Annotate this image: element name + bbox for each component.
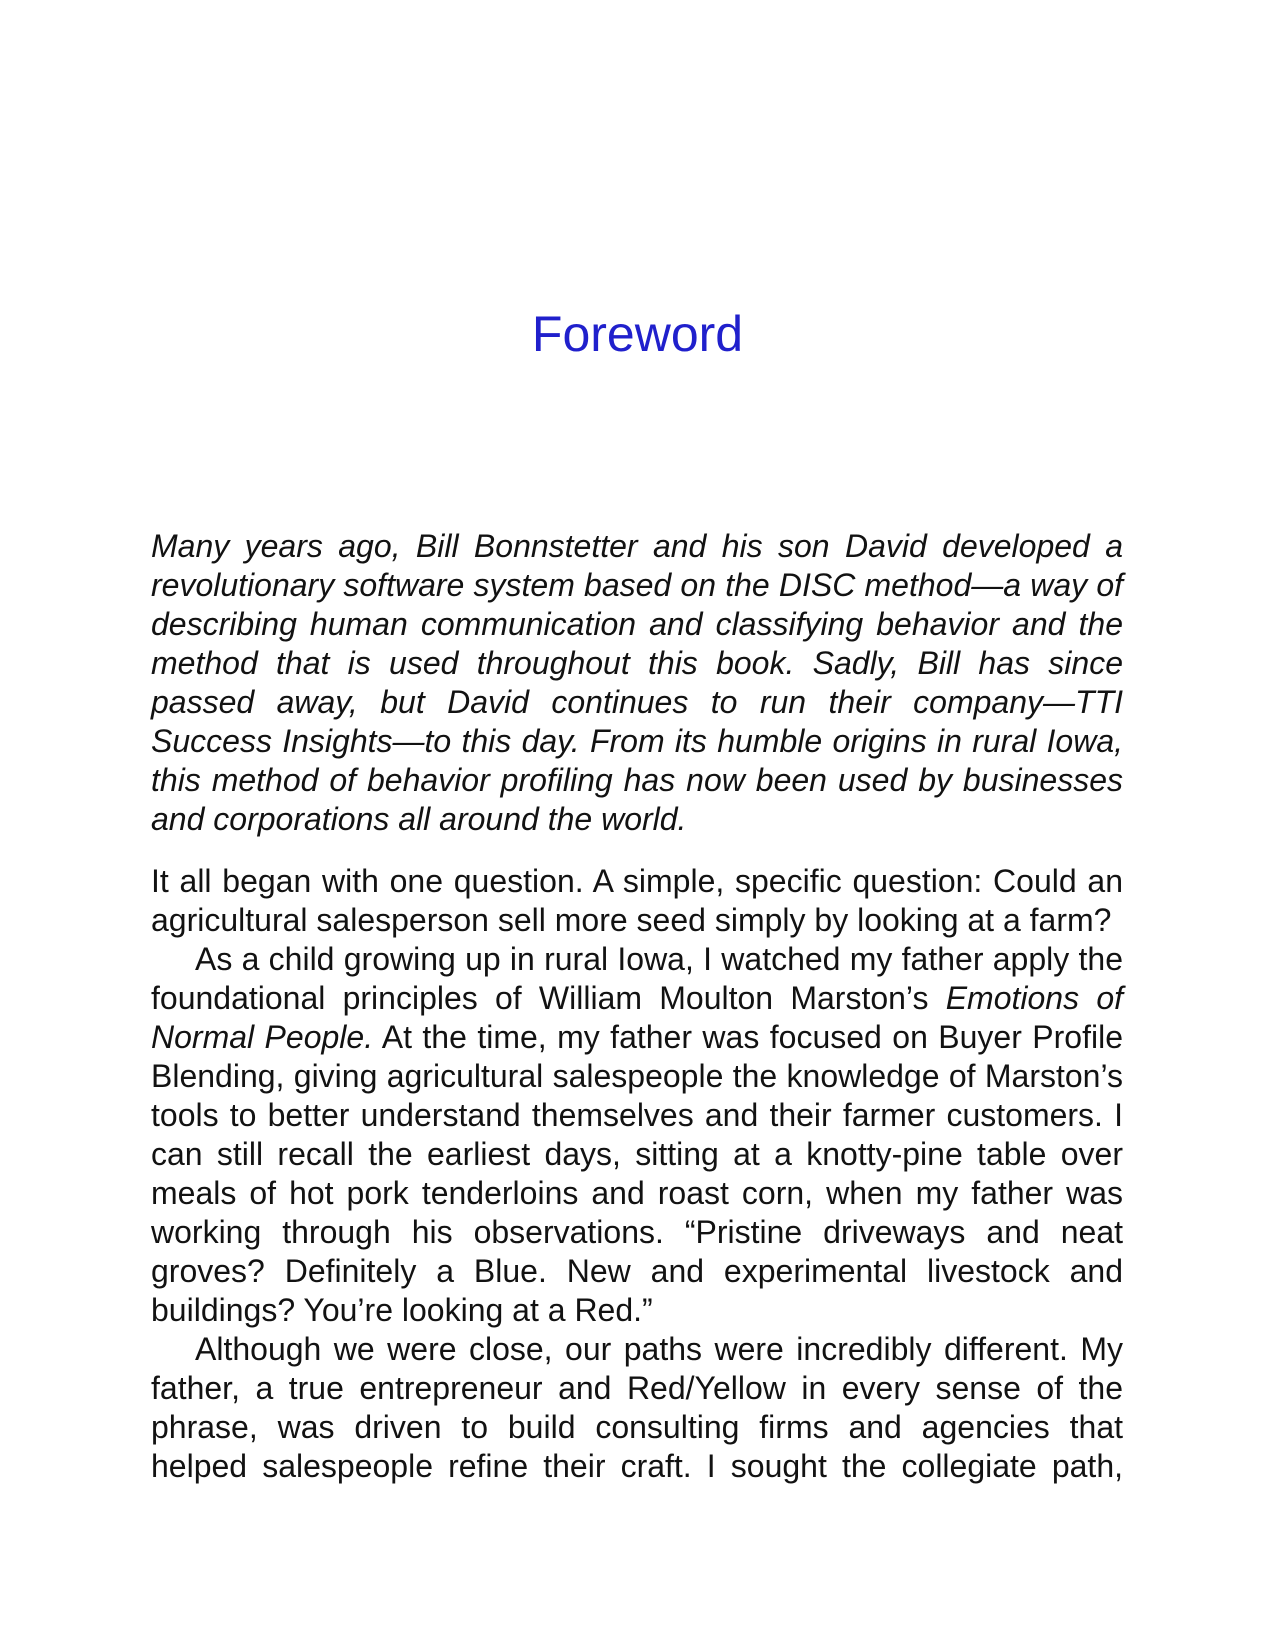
page-title: Foreword <box>531 306 744 362</box>
text-line: revolutionary software system based on the DISC method—a way of <box>151 567 1123 603</box>
text-segment: foundational principles of William Moulton Marston’s <box>151 980 946 1016</box>
text-line: passed away, but David continues to run their company—TTI <box>151 684 1123 720</box>
text-line: working through his observations. “Pristine driveways and neat <box>151 1214 1123 1250</box>
text-line: Success Insights—to this day. From its humble origins in rural Iowa, <box>151 723 1123 759</box>
text-line: father, a true entrepreneur and Red/Yellow in every sense of the <box>151 1370 1123 1406</box>
text-line <box>151 979 1123 1018</box>
text-line: and corporations all around the world. <box>151 801 687 837</box>
text-line: tools to better understand themselves and their farmer customers. I <box>151 1097 1123 1133</box>
text-line <box>151 1018 1123 1057</box>
text-line: can still recall the earliest days, sitting at a knotty-pine table over <box>151 1136 1123 1172</box>
text-line: agricultural salesperson sell more seed simply by looking at a farm? <box>151 902 1112 938</box>
text-segment: At the time, my father was focused on Buyer Profile <box>373 1019 1124 1055</box>
text-line: meals of hot pork tenderloins and roast corn, when my father was <box>151 1175 1123 1211</box>
text-line: It all began with one question. A simple, specific question: Could an <box>151 863 1123 899</box>
text-line: As a child growing up in rural Iowa, I watched my father apply the <box>195 941 1123 977</box>
text-line: phrase, was driven to build consulting firms and agencies that <box>151 1409 1123 1445</box>
text-line: Many years ago, Bill Bonnstetter and his son David developed a <box>151 528 1123 564</box>
text-segment-italic: Emotions of <box>945 980 1124 1016</box>
text-line: groves? Definitely a Blue. New and experimental livestock and <box>151 1253 1123 1289</box>
text-line: Although we were close, our paths were incredibly different. My <box>195 1331 1123 1367</box>
text-line: Blending, giving agricultural salespeople the knowledge of Marston’s <box>151 1058 1123 1094</box>
text-line: method that is used throughout this book. Sadly, Bill has since <box>151 645 1123 681</box>
text-line: describing human communication and classifying behavior and the <box>151 606 1123 642</box>
text-line: helped salespeople refine their craft. I sought the collegiate path, <box>151 1448 1123 1484</box>
text-line: this method of behavior profiling has now been used by businesses <box>151 762 1123 798</box>
text-segment-italic: Normal People. <box>151 1019 374 1055</box>
text-line: buildings? You’re looking at a Red.” <box>151 1292 653 1328</box>
foreword-body <box>151 862 1123 1486</box>
foreword-intro-note <box>151 527 1123 839</box>
